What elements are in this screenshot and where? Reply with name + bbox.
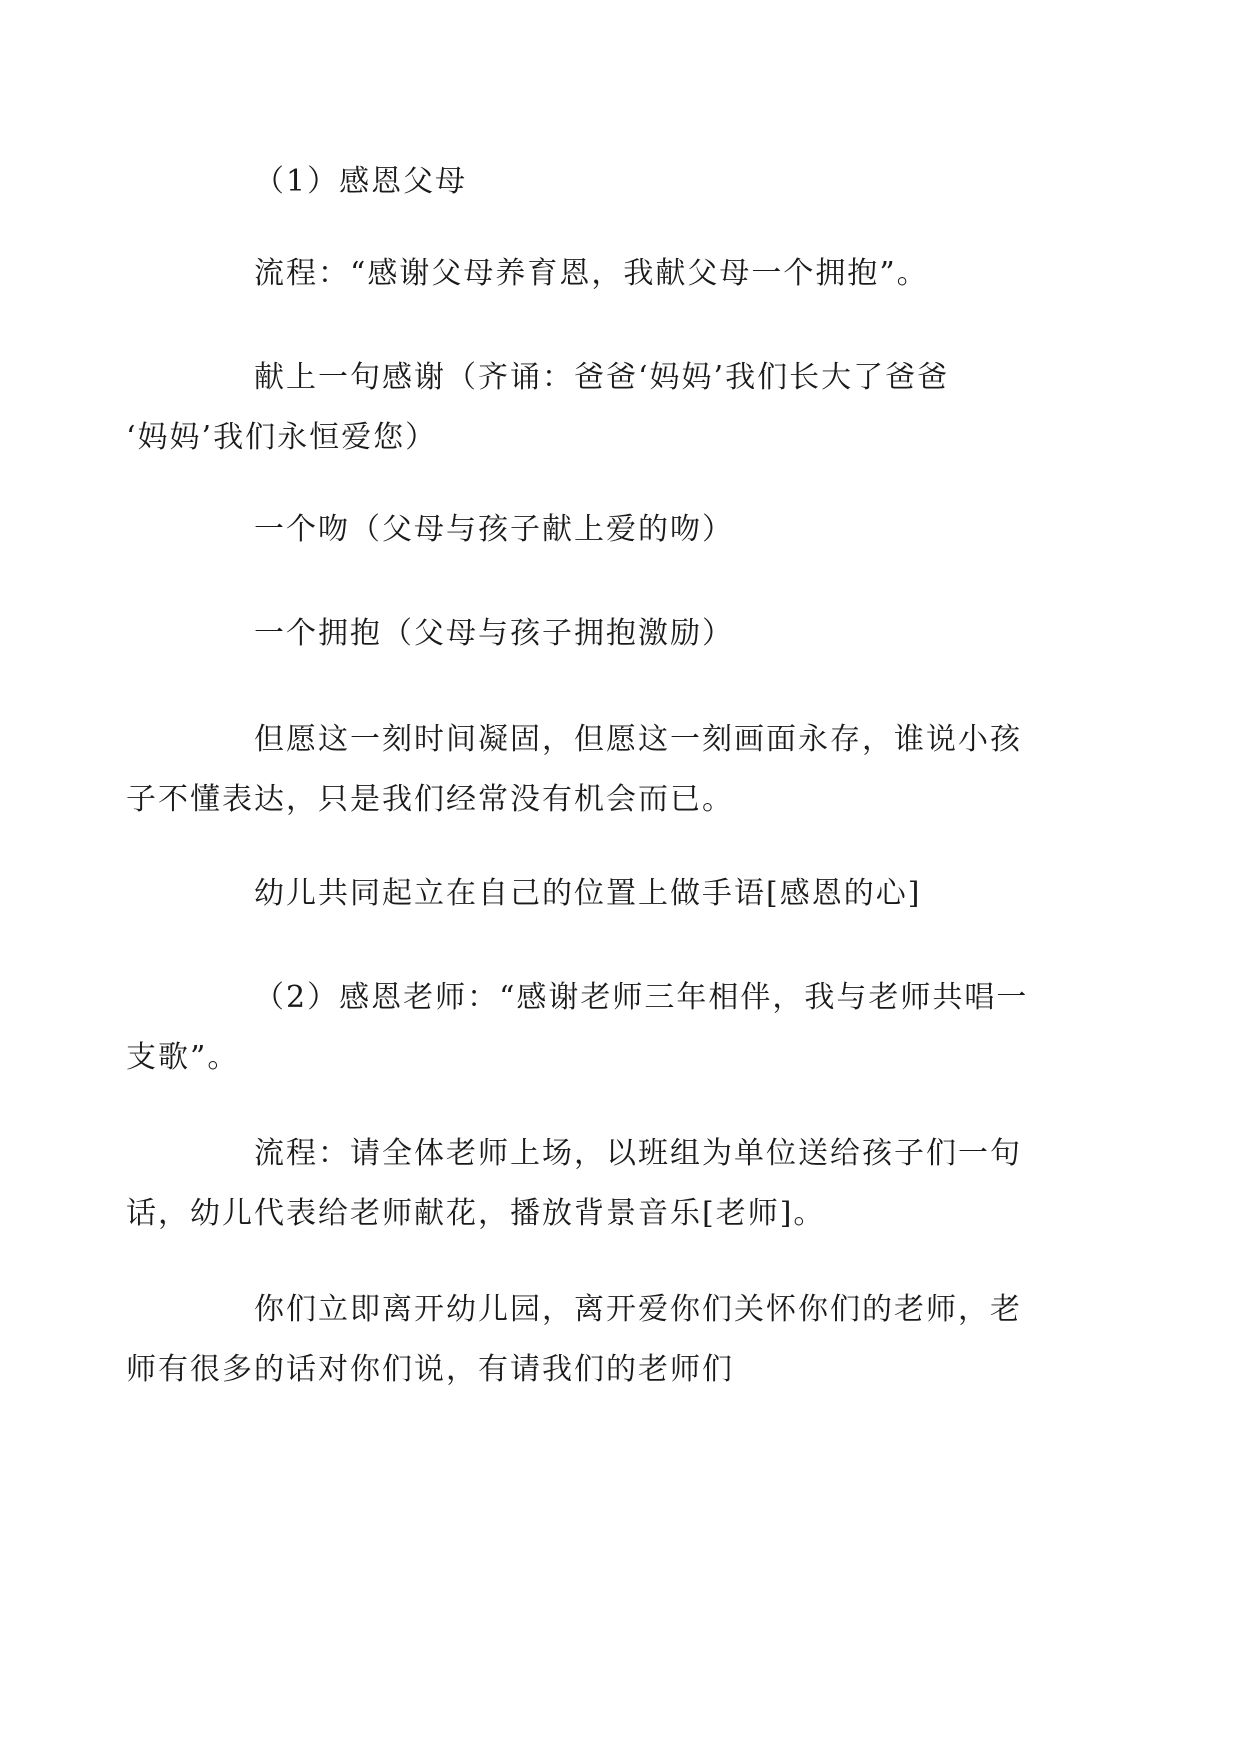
paragraph-kiss [190, 500, 1060, 560]
paragraph-gratitude-teachers-heading [126, 968, 1060, 1088]
text-line: 流程：请全体老师上场，以班组为单位送给孩子们一句 [254, 1136, 1022, 1171]
text-line: 话，幼儿代表给老师献花，播放背景音乐[老师]。 [126, 1196, 826, 1231]
text-line: 师有很多的话对你们说，有请我们的老师们 [126, 1352, 734, 1387]
paragraph-thanks-recitation [126, 348, 1060, 468]
paragraph-process-parents [190, 244, 1060, 304]
text-line: 子不懂表达，只是我们经常没有机会而已。 [126, 782, 734, 817]
text-line: ‘妈妈’我们永恒爱您） [126, 420, 438, 455]
text-line: （1）感恩父母 [254, 164, 468, 199]
text-line: 流程：“感谢父母养育恩，我献父母一个拥抱”。 [254, 256, 929, 291]
text-line: 支歌”。 [126, 1040, 240, 1075]
paragraph-hug [190, 604, 1060, 664]
paragraph-moment-frozen [126, 710, 1060, 830]
paragraph-leaving-kindergarten [126, 1280, 1060, 1400]
text-line: 献上一句感谢（齐诵：爸爸‘妈妈’我们长大了爸爸 [254, 360, 950, 395]
text-line: （2）感恩老师：“感谢老师三年相伴，我与老师共唱一 [254, 980, 1029, 1015]
text-line: 但愿这一刻时间凝固，但愿这一刻画面永存，谁说小孩 [254, 722, 1022, 757]
text-line: 你们立即离开幼儿园，离开爱你们关怀你们的老师，老 [254, 1292, 1022, 1327]
text-line: 幼儿共同起立在自己的位置上做手语[感恩的心] [254, 876, 922, 911]
paragraph-gratitude-parents-heading [190, 152, 1060, 212]
paragraph-process-teachers [126, 1124, 1060, 1244]
paragraph-sign-language [190, 864, 1060, 924]
text-line: 一个拥抱（父母与孩子拥抱激励） [254, 616, 734, 651]
text-line: 一个吻（父母与孩子献上爱的吻） [254, 512, 734, 547]
